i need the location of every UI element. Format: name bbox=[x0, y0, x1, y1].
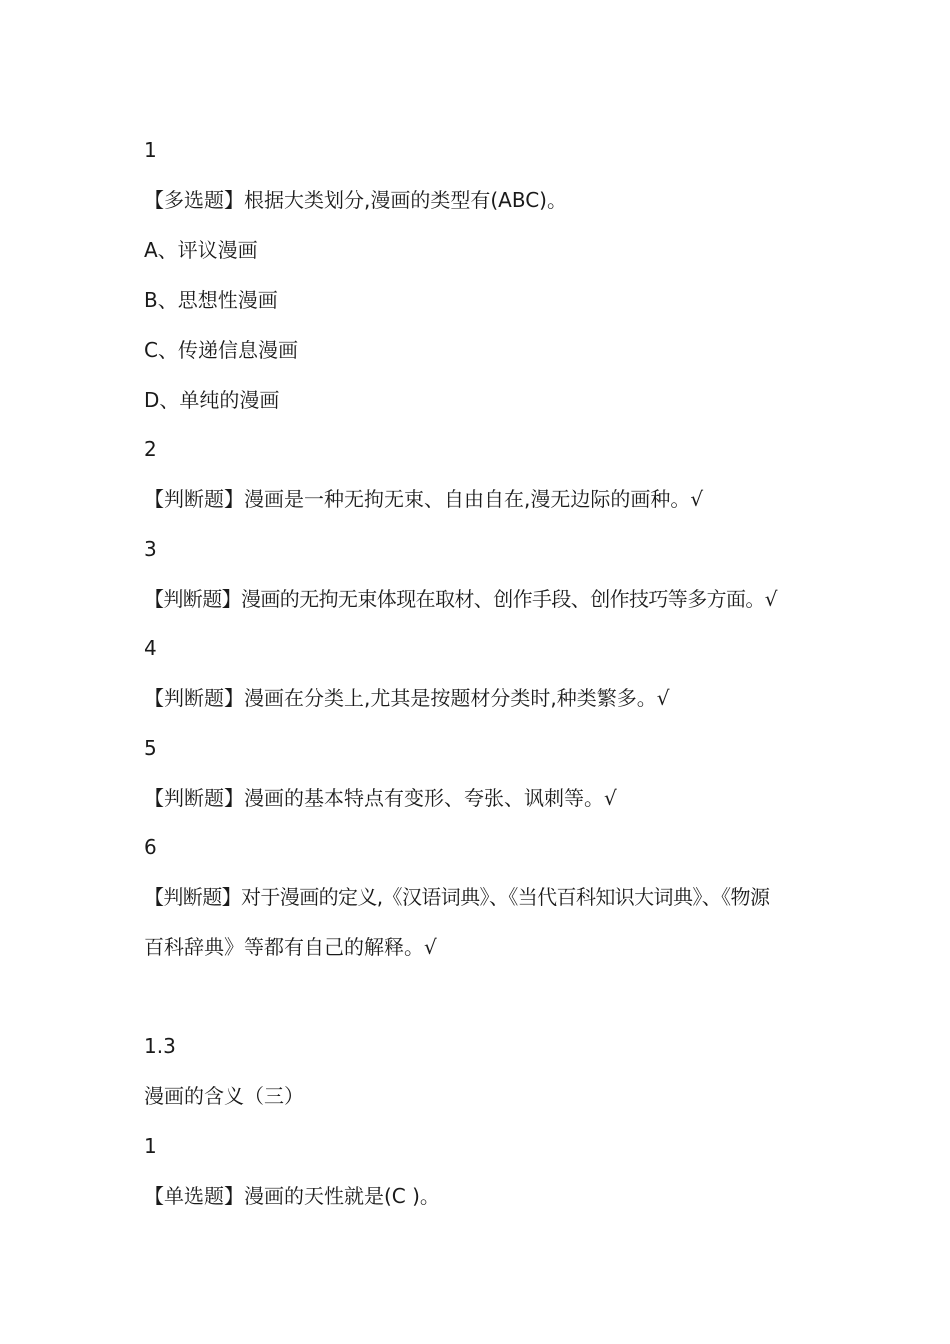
question-text: 【判断题】对于漫画的定义,《汉语词典》、《当代百科知识大词典》、《物源 bbox=[144, 885, 770, 909]
question-number: 6 bbox=[144, 835, 157, 859]
question-number: 1 bbox=[144, 138, 157, 162]
option-a: A、评议漫画 bbox=[144, 238, 258, 262]
question-text: 【单选题】漫画的天性就是(C )。 bbox=[144, 1184, 440, 1208]
section-number: 1.3 bbox=[144, 1034, 176, 1058]
question-text: 【多选题】根据大类划分,漫画的类型有(ABC)。 bbox=[144, 188, 567, 212]
question-text: 【判断题】漫画是一种无拘无束、自由自在,漫无边际的画种。√ bbox=[144, 487, 704, 511]
question-number: 2 bbox=[144, 437, 157, 461]
question-number: 4 bbox=[144, 636, 157, 660]
question-text-continued: 百科辞典》等都有自己的解释。√ bbox=[144, 935, 437, 959]
option-c: C、传递信息漫画 bbox=[144, 338, 298, 362]
question-text: 【判断题】漫画的基本特点有变形、夸张、讽刺等。√ bbox=[144, 786, 617, 810]
question-text: 【判断题】漫画在分类上,尤其是按题材分类时,种类繁多。√ bbox=[144, 686, 670, 710]
question-number: 1 bbox=[144, 1134, 157, 1158]
question-number: 3 bbox=[144, 537, 157, 561]
question-text: 【判断题】漫画的无拘无束体现在取材、创作手段、创作技巧等多方面。√ bbox=[144, 587, 777, 611]
question-number: 5 bbox=[144, 736, 157, 760]
option-d: D、单纯的漫画 bbox=[144, 388, 280, 412]
section-title: 漫画的含义（三） bbox=[144, 1084, 304, 1108]
option-b: B、思想性漫画 bbox=[144, 288, 278, 312]
